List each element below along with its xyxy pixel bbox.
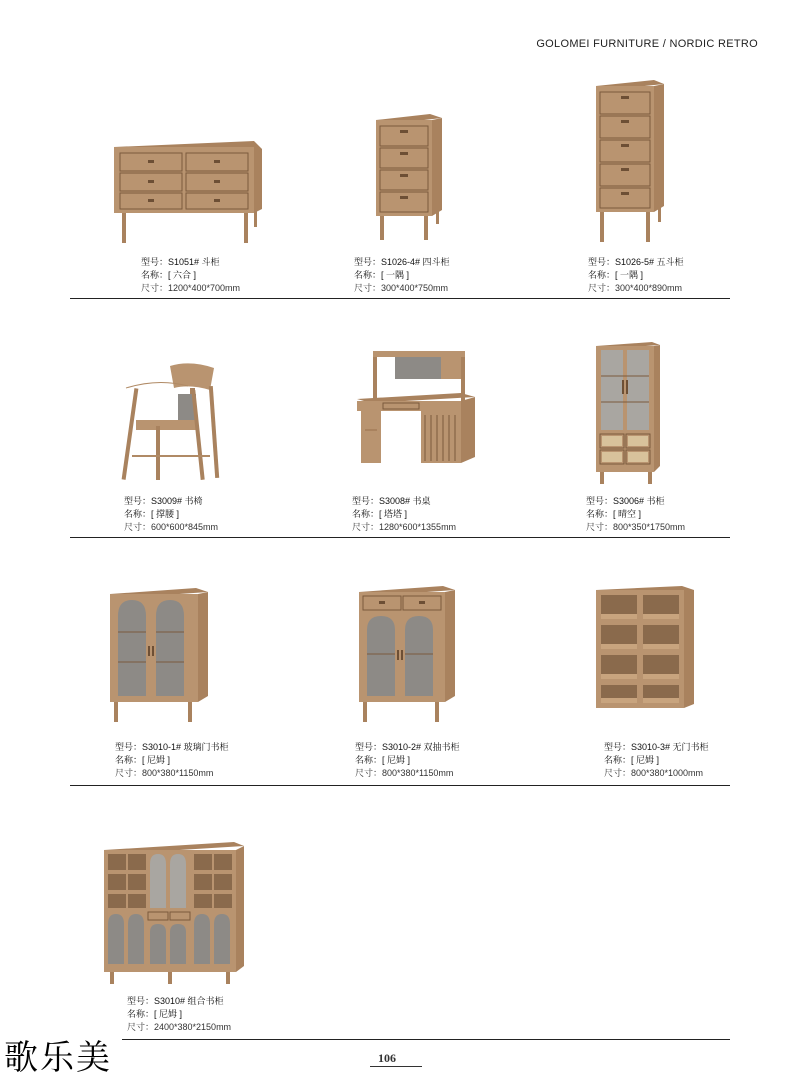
size-label: 尺寸：800*380*1150mm [355,768,454,778]
name-label: 名称：[ 尼姆 ] [127,1009,183,1019]
product-caption [355,741,460,780]
combination-bookcase-icon [100,840,250,991]
catalog-header: GOLOMEI FURNITURE / NORDIC RETRO [536,38,758,50]
size-label: 尺寸：300*400*890mm [588,283,683,293]
divider [70,785,730,786]
model-label: 型号：S3010-2# 双抽书柜 [355,742,460,752]
product-caption [586,495,685,534]
open-bookcase-icon [592,584,700,721]
divider [70,298,730,299]
page-number-underline [370,1066,422,1067]
size-label: 尺寸：2400*380*2150mm [127,1022,232,1032]
product-caption [354,256,450,295]
model-label: 型号：S1026-5# 五斗柜 [588,257,684,267]
model-label: 型号：S3010-3# 无门书柜 [604,742,709,752]
desk-icon [355,345,480,475]
divider [70,537,730,538]
brand-logo: 歌乐美 [4,1038,112,1078]
product-caption [127,995,231,1034]
size-label: 尺寸：600*600*845mm [124,522,219,532]
name-label: 名称：[ 一隅 ] [354,270,410,280]
model-label: 型号：S1026-4# 四斗柜 [354,257,450,267]
name-label: 名称：[ 六合 ] [141,270,197,280]
size-label: 尺寸：1280*600*1355mm [352,522,457,532]
name-label: 名称：[ 尼姆 ] [604,755,660,765]
divider [122,1039,730,1040]
model-label: 型号：S3006# 书柜 [586,496,665,506]
model-label: 型号：S3010# 组合书柜 [127,996,224,1006]
size-label: 尺寸：800*380*1000mm [604,768,704,778]
name-label: 名称：[ 尼姆 ] [115,755,171,765]
chair-icon [118,360,228,489]
size-label: 尺寸：800*380*1150mm [115,768,214,778]
model-label: 型号：S3010-1# 玻璃门书柜 [115,742,229,752]
double-drawer-cabinet-icon [353,584,461,729]
size-label: 尺寸：800*350*1750mm [586,522,686,532]
product-caption [588,256,684,295]
page-number: 106 [378,1051,396,1065]
product-caption [352,495,456,534]
name-label: 名称：[ 撑腰 ] [124,509,180,519]
dresser-icon [108,135,268,250]
four-drawer-chest-icon [372,112,452,247]
product-caption [124,495,218,534]
name-label: 名称：[ 一隅 ] [588,270,644,280]
name-label: 名称：[ 尼姆 ] [355,755,411,765]
tall-bookcase-icon [592,340,666,490]
size-label: 尺寸：1200*400*700mm [141,283,241,293]
name-label: 名称：[ 塔塔 ] [352,509,408,519]
model-label: 型号：S3009# 书椅 [124,496,203,506]
product-caption [604,741,709,780]
model-label: 型号：S1051# 斗柜 [141,257,220,267]
model-label: 型号：S3008# 书桌 [352,496,431,506]
glass-door-cabinet-icon [104,586,212,729]
product-caption [141,256,240,295]
name-label: 名称：[ 晴空 ] [586,509,642,519]
product-caption [115,741,229,780]
five-drawer-chest-icon [592,78,672,249]
size-label: 尺寸：300*400*750mm [354,283,449,293]
